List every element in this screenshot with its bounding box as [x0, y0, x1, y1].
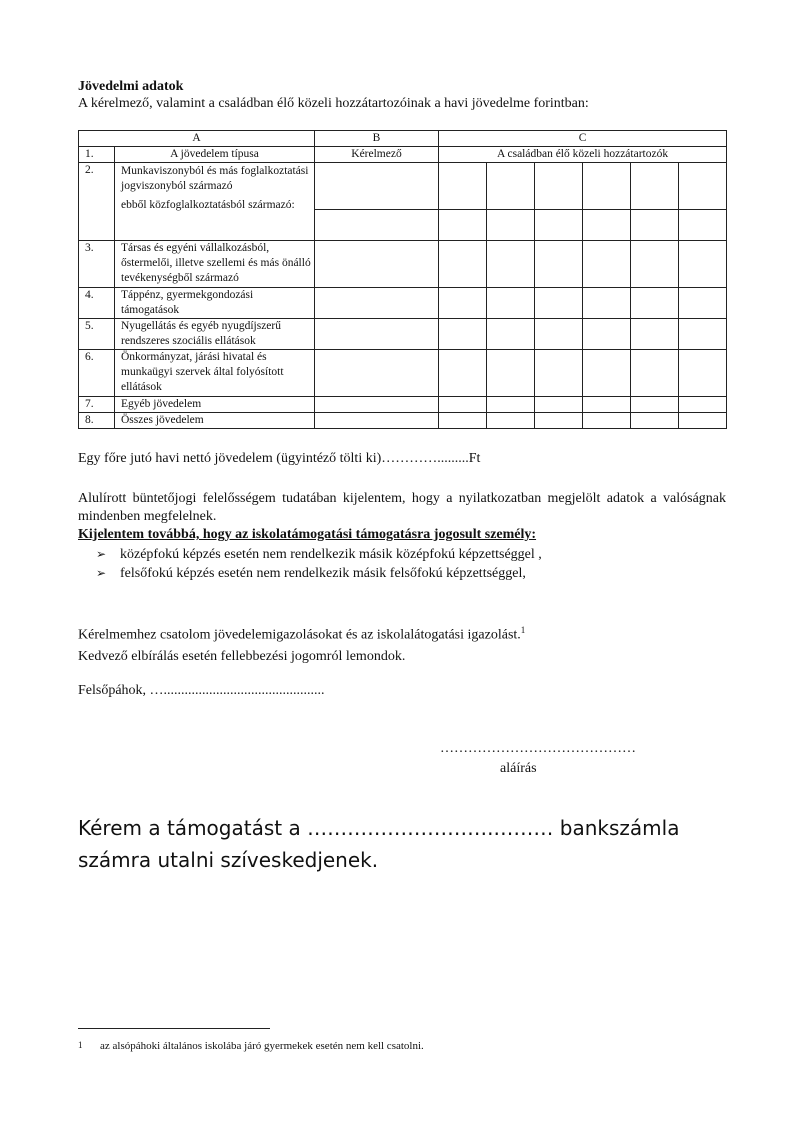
- row-number: 2.: [79, 163, 115, 241]
- relative-cell[interactable]: [583, 210, 631, 241]
- relative-cell[interactable]: [631, 413, 679, 429]
- place-date-line: Felsőpáhok, …..............................................: [78, 683, 325, 698]
- signature-line: ……………………………………: [440, 741, 636, 756]
- relative-cell[interactable]: [535, 350, 583, 397]
- attachment-statement: [78, 620, 726, 667]
- relative-cell[interactable]: [487, 210, 535, 241]
- relative-cell[interactable]: [439, 210, 487, 241]
- footnote-divider: [78, 1028, 270, 1029]
- applicant-cell[interactable]: [315, 350, 439, 397]
- income-type-label: Nyugellátás és egyéb nyugdíjszerű rendszeres szociális ellátások: [115, 319, 315, 350]
- column-header-a: A: [79, 131, 315, 147]
- applicant-cell[interactable]: [315, 397, 439, 413]
- relative-cell[interactable]: [631, 163, 679, 210]
- applicant-cell[interactable]: [315, 413, 439, 429]
- header-relatives: A családban élő közeli hozzátartozók: [439, 147, 727, 163]
- relative-cell[interactable]: [631, 350, 679, 397]
- relative-cell[interactable]: [679, 397, 727, 413]
- relative-cell[interactable]: [487, 413, 535, 429]
- footnote-mark: 1: [78, 1040, 83, 1050]
- applicant-cell[interactable]: [315, 241, 439, 288]
- applicant-cell[interactable]: [315, 288, 439, 319]
- list-item-text: felsőfokú képzés esetén nem rendelkezik másik felsőfokú képzettséggel,: [120, 566, 526, 581]
- relative-cell[interactable]: [631, 397, 679, 413]
- declaration-heading: Kijelentem továbbá, hogy az iskolatámogatási támogatásra jogosult személy:: [78, 527, 537, 542]
- relative-cell[interactable]: [439, 163, 487, 210]
- relative-cell[interactable]: [679, 413, 727, 429]
- applicant-cell[interactable]: [315, 163, 439, 210]
- relative-cell[interactable]: [487, 350, 535, 397]
- relative-cell[interactable]: [631, 288, 679, 319]
- intro-text: A kérelmező, valamint a családban élő közeli hozzátartozóinak a havi jövedelme forintban:: [78, 96, 589, 111]
- relative-cell[interactable]: [679, 210, 727, 241]
- relative-cell[interactable]: [487, 288, 535, 319]
- column-header-b: B: [315, 131, 439, 147]
- list-item-text: középfokú képzés esetén nem rendelkezik másik középfokú képzettséggel ,: [120, 547, 542, 562]
- header-applicant: Kérelmező: [315, 147, 439, 163]
- header-income-type: A jövedelem típusa: [115, 147, 315, 163]
- attachment-text: Kérelmemhez csatolom jövedelemigazolásokat és az iskolalátogatási igazolást.: [78, 627, 521, 643]
- row-number: 3.: [79, 241, 115, 288]
- relative-cell[interactable]: [535, 413, 583, 429]
- relative-cell[interactable]: [679, 163, 727, 210]
- list-item: [96, 545, 542, 564]
- bank-account-request: Kérem a támogatást a ……………………….……… bankszámla számra utalni szíveskedjenek.: [78, 816, 680, 872]
- relative-cell[interactable]: [679, 288, 727, 319]
- relative-cell[interactable]: [487, 241, 535, 288]
- relative-cell[interactable]: [487, 163, 535, 210]
- signature-label: aláírás: [500, 761, 537, 776]
- row-number: 8.: [79, 413, 115, 429]
- row-number: 4.: [79, 288, 115, 319]
- relative-cell[interactable]: [487, 397, 535, 413]
- income-table: [78, 130, 727, 429]
- relative-cell[interactable]: [631, 319, 679, 350]
- declaration-text: Alulírott büntetőjogi felelősségem tudatában kijelentem, hogy a nyilatkozatban megjelölt adatok a valóságnak mindenben megfelelnek.: [78, 491, 726, 524]
- applicant-cell[interactable]: [315, 210, 439, 241]
- relative-cell[interactable]: [439, 241, 487, 288]
- relative-cell[interactable]: [535, 210, 583, 241]
- row-number: 6.: [79, 350, 115, 397]
- relative-cell[interactable]: [583, 413, 631, 429]
- public-work-label: ebből közfoglalkoztatásból származó:: [121, 199, 295, 211]
- per-capita-income-line: Egy főre jutó havi nettó jövedelem (ügyintéző tölti ki)………….........Ft: [78, 451, 481, 466]
- relative-cell[interactable]: [583, 319, 631, 350]
- income-type-label: Összes jövedelem: [115, 413, 315, 429]
- relative-cell[interactable]: [439, 397, 487, 413]
- waiver-text: Kedvező elbírálás esetén fellebbezési jogomról lemondok.: [78, 648, 406, 664]
- relative-cell[interactable]: [535, 288, 583, 319]
- relative-cell[interactable]: [583, 288, 631, 319]
- row-number: 5.: [79, 319, 115, 350]
- relative-cell[interactable]: [439, 350, 487, 397]
- declaration-list: [96, 545, 542, 583]
- column-header-c: C: [439, 131, 727, 147]
- arrow-bullet-icon: ➢: [96, 566, 107, 580]
- row-number: 7.: [79, 397, 115, 413]
- footnote-text: az alsópáhoki általános iskolába járó gyermekek esetén nem kell csatolni.: [100, 1040, 424, 1052]
- section-heading: Jövedelmi adatok: [78, 79, 184, 94]
- relative-cell[interactable]: [535, 241, 583, 288]
- relative-cell[interactable]: [535, 319, 583, 350]
- relative-cell[interactable]: [679, 319, 727, 350]
- income-type-label: Táppénz, gyermekgondozási támogatások: [115, 288, 315, 319]
- relative-cell[interactable]: [679, 350, 727, 397]
- relative-cell[interactable]: [439, 319, 487, 350]
- relative-cell[interactable]: [583, 397, 631, 413]
- relative-cell[interactable]: [631, 210, 679, 241]
- arrow-bullet-icon: ➢: [96, 547, 107, 561]
- relative-cell[interactable]: [439, 288, 487, 319]
- relative-cell[interactable]: [535, 397, 583, 413]
- applicant-cell[interactable]: [315, 319, 439, 350]
- relative-cell[interactable]: [535, 163, 583, 210]
- relative-cell[interactable]: [583, 350, 631, 397]
- employment-label: Munkaviszonyból és más foglalkoztatási jogviszonyból származó: [121, 165, 309, 192]
- list-item: [96, 564, 542, 583]
- row-number: 1.: [79, 147, 115, 163]
- relative-cell[interactable]: [487, 319, 535, 350]
- footnote: [78, 1040, 424, 1052]
- income-type-label: Társas és egyéni vállalkozásból, őstermelői, illetve szellemi és más önálló tevékenységből származó: [115, 241, 315, 288]
- relative-cell[interactable]: [439, 413, 487, 429]
- relative-cell[interactable]: [583, 163, 631, 210]
- income-type-label: Önkormányzat, járási hivatal és munkaügyi szervek által folyósított ellátások: [115, 350, 315, 397]
- income-type-label: [115, 163, 315, 241]
- footnote-reference: 1: [520, 625, 526, 635]
- relative-cell[interactable]: [679, 241, 727, 288]
- income-type-label: Egyéb jövedelem: [115, 397, 315, 413]
- relative-cell[interactable]: [583, 241, 631, 288]
- relative-cell[interactable]: [631, 241, 679, 288]
